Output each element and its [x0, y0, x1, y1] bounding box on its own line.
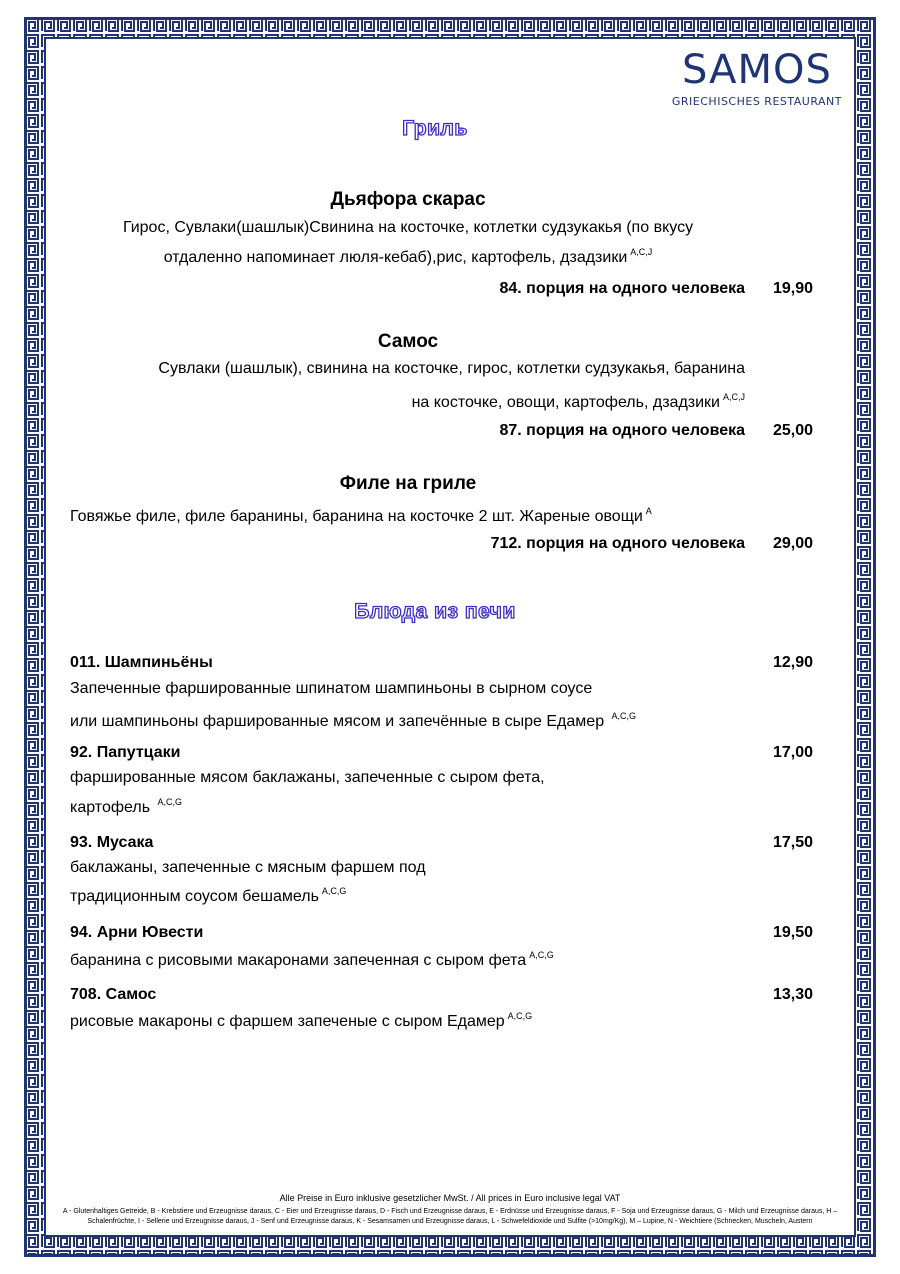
dish-description: баклажаны, запеченные с мясным фаршем под — [70, 859, 426, 876]
dish-description: Говяжье филе, филе баранины, баранина на косточке 2 шт. Жареные овощи $^A$ — [70, 506, 652, 525]
restaurant-logo — [671, 47, 842, 108]
footer-allergen-legend — [60, 1207, 840, 1227]
allergen-legend-line: Schalenfrüchte, I - Sellerie und Erzeugnisse daraus, J - Senf und Erzeugnisse daraus, K - Sesamsamen und Erzeugnisse daraus, L - Schwefeldioxide und Sulfite (>10mg/Kg), M – Lupine, N - Weichtiere (Schnecken, Muscheln, Austern — [87, 1218, 813, 1225]
section-title-grill: Гриль — [402, 117, 468, 140]
dish-description: рисовые макароны с фаршем запеченые с сыром Едамер $^{A,C,G}$ — [70, 1011, 533, 1030]
price: 25,00 — [772, 422, 813, 439]
dish-description: на косточке, овощи, картофель, дзадзики $^{A,C,J}$ — [411, 392, 745, 411]
dish-title: Филе на гриле — [339, 473, 477, 494]
price: 19,50 — [772, 924, 813, 941]
allergen-codes: A,C,J — [722, 392, 745, 402]
portion-label: 84. порция на одного человека — [499, 280, 745, 297]
dish-title: Самос — [377, 331, 439, 352]
dish-description: отдаленно напоминает люля-кебаб),рис, картофель, дзадзики $^{A,C,J}$ — [163, 247, 653, 266]
dish-title: 94. Арни Ювести — [70, 924, 204, 941]
price: 17,50 — [772, 834, 813, 851]
dish-description: традиционным соусом бешамель $^{A,C,G}$ — [70, 886, 347, 905]
brand-name: SAMOS — [682, 47, 832, 93]
dish-description: Гирос, Сувлаки(шашлык)Свинина на косточке, котлетки судзукакья (по вкусу — [122, 219, 694, 236]
dish-title: 93. Мусака — [70, 834, 154, 851]
price: 29,00 — [772, 535, 813, 552]
allergen-codes: A,C,G — [157, 797, 183, 807]
price: 12,90 — [772, 654, 813, 671]
dish-title: Дьяфора скарас — [330, 189, 486, 210]
allergen-codes: A,C,G — [529, 950, 554, 960]
dish-description: Сувлаки (шашлык), свинина на косточке, гирос, котлетки судзукакья, баранина — [158, 360, 745, 377]
dish-description: картофель $^{A,C,G}$ — [70, 797, 183, 816]
allergen-codes: A,C,G — [321, 886, 347, 896]
allergen-legend-line: A - Glutenhaltiges Getreide, B - Krebstiere und Erzeugnisse daraus, C - Eier und Erzeugnisse daraus, D - Fisch und Erzeugnisse daraus, E - Erdnüsse und Erzeugnisse daraus, F - Soja und Erzeugnisse daraus, G - Milch und Erzeugnisse daraus, H – — [62, 1208, 838, 1215]
price: 13,30 — [772, 986, 813, 1003]
price: 19,90 — [772, 280, 813, 297]
section-title-oven: Блюда из печи — [354, 600, 516, 623]
dish-description: или шампиньоны фаршированные мясом и запечённые в сыре Едамер $^{A,C,G}$ — [70, 711, 637, 730]
price: 17,00 — [772, 744, 813, 761]
allergen-codes: A,C,G — [507, 1011, 533, 1021]
footer-vat-note: Alle Preise in Euro inklusive gesetzlicher MwSt. / All prices in Euro inclusive legal VAT — [279, 1193, 621, 1203]
dish-title: 011. Шампиньёны — [70, 654, 213, 671]
portion-label: 712. порция на одного человека — [490, 535, 745, 552]
dish-title: 708. Самос — [70, 986, 157, 1003]
dish-title: 92. Папутцаки — [70, 744, 181, 761]
portion-label: 87. порция на одного человека — [499, 422, 745, 439]
dish-description: Запеченные фаршированные шпинатом шампиньоны в сырном соусе — [70, 680, 593, 697]
allergen-codes: A,C,J — [630, 247, 653, 257]
dish-description: фаршированные мясом баклажаны, запеченные с сыром фета, — [70, 769, 545, 786]
dish-description: баранина с рисовыми макаронами запеченная с сыром фета $^{A,C,G}$ — [70, 950, 554, 969]
allergen-codes: A,C,G — [611, 711, 637, 721]
allergen-codes: A — [645, 506, 652, 516]
brand-subtitle: GRIECHISCHES RESTAURANT — [671, 95, 842, 108]
